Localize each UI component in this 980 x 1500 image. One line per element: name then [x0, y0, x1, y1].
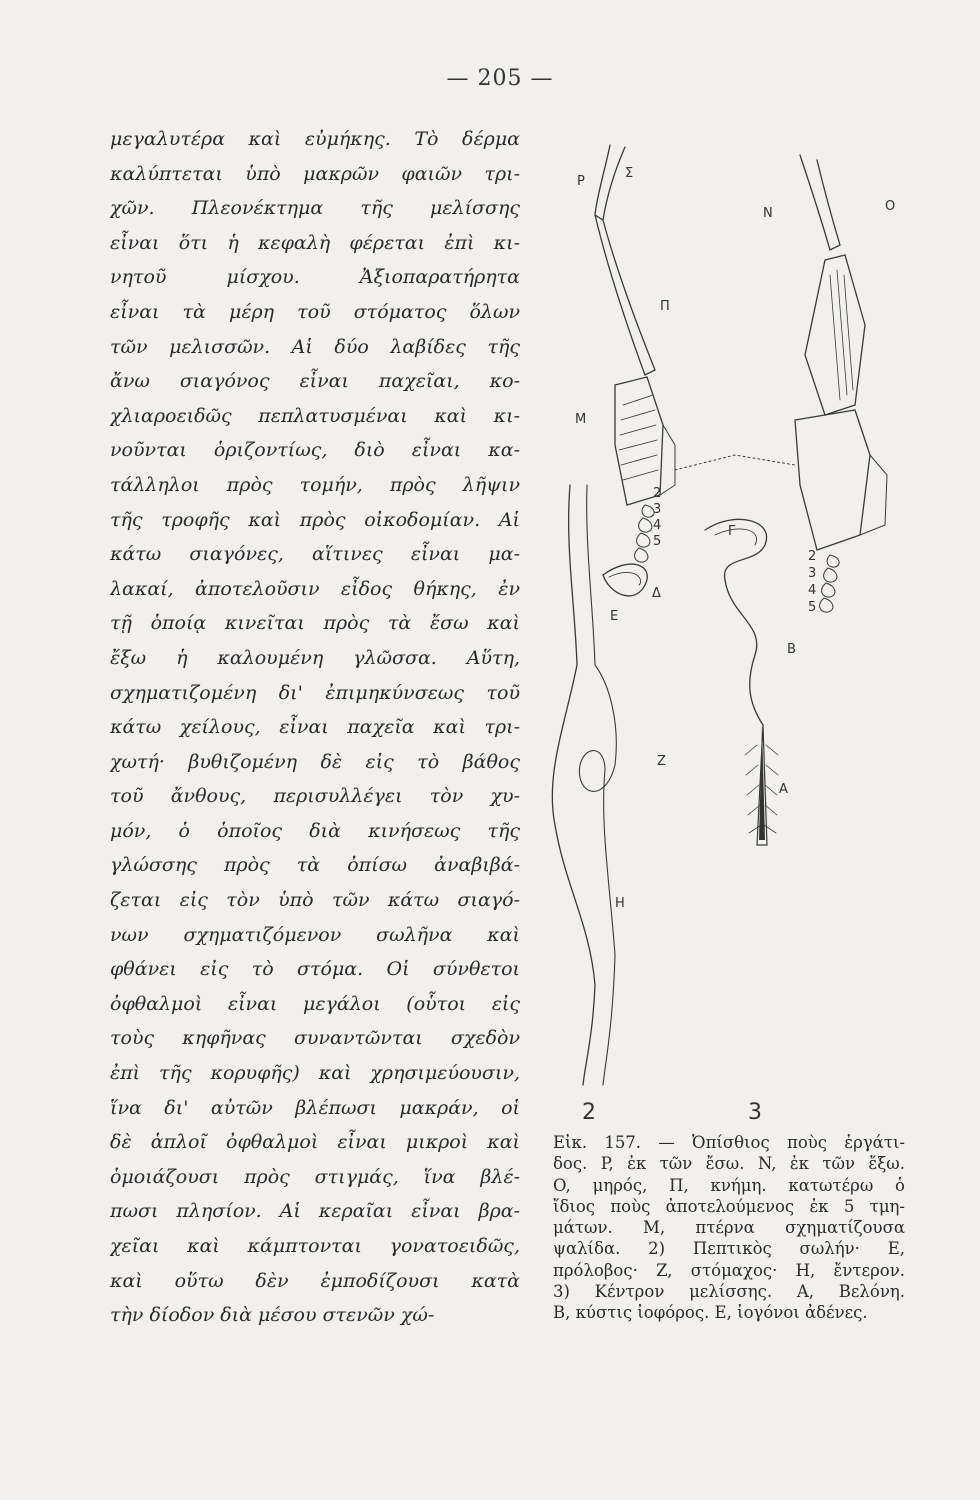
leg-inner-tibia	[595, 215, 655, 375]
leg-outer-metatarsus	[795, 410, 870, 550]
figure-caption	[553, 1132, 905, 1324]
part-number-3: 3	[748, 1100, 762, 1125]
label-H: H	[615, 896, 625, 911]
body-text-line: τῇ ὁποίᾳ κινεῖται πρὸς τὰ ἔσω καὶ	[110, 612, 520, 635]
caption-line: δος. P, ἐκ τῶν ἔσω. N, ἐκ τῶν ἔξω.	[553, 1154, 905, 1174]
digestive-tube-outline	[552, 485, 595, 1085]
label-N: N	[763, 206, 773, 221]
body-text-line: τῆς τροφῆς καὶ πρὸς οἰκοδομίαν. Αἱ	[110, 508, 520, 531]
caption-line: Εἰκ. 157. — Ὀπίσθιος ποὺς ἐργάτι-	[553, 1133, 905, 1152]
body-text-line: κάτω χείλους, εἶναι παχεῖα καὶ τρι-	[110, 716, 520, 739]
body-text-line: δὲ ἁπλοῖ ὀφθαλμοὶ εἶναι μικροὶ καὶ	[110, 1131, 520, 1154]
caption-line: μάτων. M, πτέρνα σχηματίζουσα	[553, 1218, 905, 1238]
body-text-line: φθάνει εἰς τὸ στόμα. Οἱ σύνθετοι	[110, 958, 520, 981]
caption-line: O, μηρός, Π, κνήμη. κατωτέρω ὁ	[553, 1175, 905, 1195]
seg-left-3: 3	[653, 502, 662, 517]
label-Gamma: Γ	[728, 524, 736, 539]
body-text-line: χωτή· βυθιζομένη δὲ εἰς τὸ βάθος	[110, 750, 520, 773]
body-text-line: εἶναι τὰ μέρη τοῦ στόματος ὅλων	[110, 300, 520, 323]
seg-left-2: 2	[653, 486, 662, 501]
label-M: M	[575, 412, 587, 427]
leg-outer-femur	[800, 155, 840, 250]
page-number: — 205 —	[446, 66, 554, 91]
body-text-line: μεγαλυτέρα καὶ εὐμήκης. Τὸ δέρμα	[110, 128, 520, 150]
body-text-line: ἵνα δι' αὐτῶν βλέπωσι μακράν, οἱ	[110, 1096, 520, 1119]
part-number-2: 2	[582, 1100, 596, 1125]
body-text-line: ζεται εἰς τὸν ὑπὸ τῶν κάτω σιαγό-	[110, 889, 520, 912]
label-Sigma: Σ	[625, 166, 634, 181]
seg-left-5: 5	[653, 534, 662, 549]
seg-right-3: 3	[808, 566, 817, 581]
label-Z: Z	[657, 754, 666, 769]
body-text-line: χῶν. Πλεονέκτημα τῆς μελίσσης	[110, 197, 520, 220]
label-E: E	[610, 609, 619, 624]
body-text-line: τὴν δίοδον διὰ μέσου στενῶν χώ-	[110, 1304, 435, 1327]
body-text-line: σχηματιζομένη δι' ἐπιμηκύνσεως τοῦ	[110, 681, 520, 704]
part-numbers	[560, 1100, 900, 1130]
body-text-line: εἶναι ὅτι ἡ κεφαλὴ φέρεται ἐπὶ κι-	[110, 231, 520, 254]
label-B: B	[787, 642, 796, 657]
label-O: O	[885, 199, 896, 214]
caption-line: πρόλοβος· Z, στόμαχος· H, ἔντερον.	[553, 1260, 905, 1280]
figure-157	[535, 125, 925, 1115]
body-text-line: ἄνω σιαγόνος εἶναι παχεῖαι, κο-	[110, 370, 520, 393]
body-text-line: ἔξω ἡ καλουμένη γλῶσσα. Αὕτη,	[110, 646, 520, 669]
venom-gland	[705, 519, 767, 725]
caption-line: B, κύστις ἰοφόρος. E, ἰογόνοι ἀδένες.	[553, 1303, 868, 1323]
seg-left-4: 4	[653, 518, 662, 533]
label-Delta: Δ	[652, 586, 661, 601]
seg-right-2: 2	[808, 549, 817, 564]
body-text-line: τοὺς κηφῆνας συναντῶνται σχεδὸν	[110, 1027, 520, 1050]
caption-line: ἴδιος ποὺς ἀποτελούμενος ἐκ 5 τμη-	[553, 1196, 905, 1216]
body-text-line: νοῦνται ὁριζοντίως, διὸ εἶναι κα-	[110, 439, 520, 462]
body-text-line: νητοῦ μίσχου. Ἀξιοπαρατήρητα	[110, 266, 520, 289]
body-text-line: ὁμοιάζουσι πρὸς στιγμάς, ἵνα βλέ-	[110, 1165, 520, 1188]
body-text-line: καλύπτεται ὑπὸ μακρῶν φαιῶν τρι-	[110, 162, 520, 185]
body-text-line: λακαί, ἀποτελοῦσιν εἶδος θήκης, ἐν	[110, 577, 520, 600]
body-text-line: καὶ οὕτω δὲν ἐμποδίζουσι κατὰ	[110, 1269, 520, 1292]
body-text-line: τάλληλοι πρὸς τομήν, πρὸς λῆψιν	[110, 473, 520, 496]
body-text-line: κάτω σιαγόνες, αἵτινες εἶναι μα-	[110, 543, 520, 566]
leg-inner-femur	[595, 145, 625, 220]
body-text-line: νων σχηματιζόμενον σωλῆνα καὶ	[110, 923, 520, 946]
body-text	[110, 122, 520, 1333]
body-text-line: πωσι πλησίον. Αἱ κεραῖαι εἶναι βρα-	[110, 1200, 520, 1223]
seg-right-4: 4	[808, 583, 817, 598]
body-text-line: μόν, ὁ ὁποῖος διὰ κινήσεως τῆς	[110, 819, 520, 842]
body-text-line: χεῖαι καὶ κάμπτονται γονατοειδῶς,	[110, 1235, 520, 1257]
body-text-line: γλώσσης πρὸς τὰ ὀπίσω ἀναβιβά-	[110, 854, 520, 877]
body-text-line: τοῦ ἄνθους, περισυλλέγει τὸν χυ-	[110, 785, 520, 808]
body-text-line: ὀφθαλμοὶ εἶναι μεγάλοι (οὗτοι εἰς	[110, 992, 520, 1015]
label-Pi: Π	[660, 299, 670, 314]
body-text-line: τῶν μελισσῶν. Αἱ δύο λαβίδες τῆς	[110, 335, 520, 358]
caption-line: ψαλίδα. 2) Πεπτικὸς σωλήν· E,	[553, 1239, 905, 1259]
caption-line: 3) Κέντρον μελίσσης. A, Βελόνη.	[553, 1282, 905, 1302]
seg-right-5: 5	[808, 600, 817, 615]
body-text-line: ἐπὶ τῆς κορυφῆς) καὶ χρησιμεύουσιν,	[110, 1062, 520, 1085]
label-P: P	[577, 174, 585, 189]
label-A: A	[779, 782, 788, 797]
bee-anatomy-illustration	[535, 125, 925, 1115]
body-text-line: χλιαροειδῶς πεπλατυσμέναι καὶ κι-	[110, 404, 520, 427]
